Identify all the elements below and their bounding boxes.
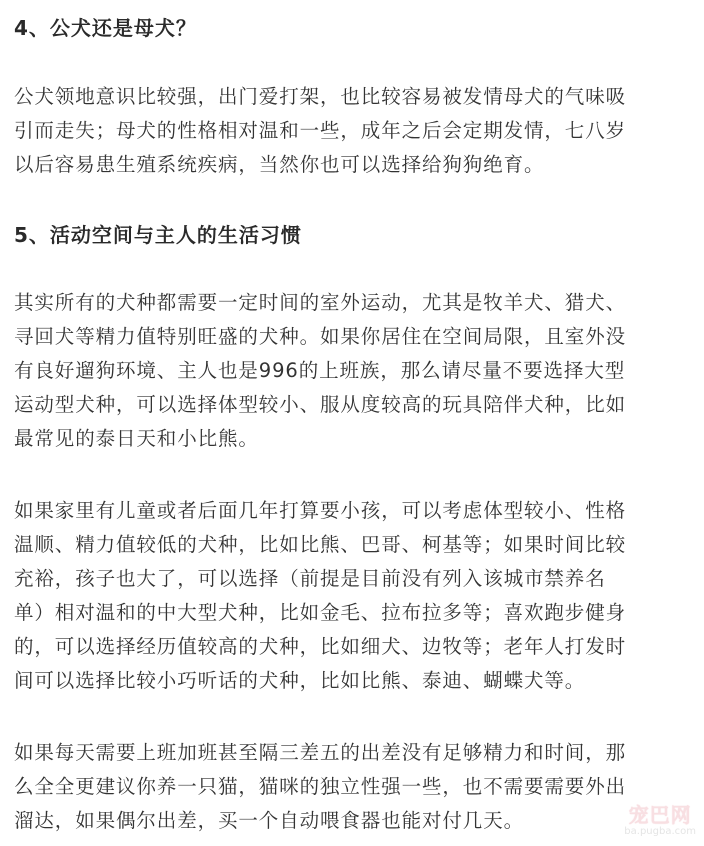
paragraph-line: 么全全更建议你养一只猫，猫咪的独立性强一些，也不需要需要外出: [14, 775, 627, 798]
paragraph-line: 最常见的泰日天和小比熊。: [14, 427, 259, 450]
watermark-url: ba.pugba.com: [624, 826, 696, 837]
section-4-heading: 4、公犬还是母犬？: [14, 16, 197, 40]
paragraph-line: 充裕，孩子也大了，可以选择（前提是目前没有列入该城市禁养名: [14, 567, 606, 590]
paragraph-line: 单）相对温和的中大型犬种，比如金毛、拉布拉多等；喜欢跑步健身: [14, 601, 627, 624]
paragraph-line: 温顺、精力值较低的犬种，比如比熊、巴哥、柯基等；如果时间比较: [14, 533, 627, 556]
paragraph-line: 的，可以选择经历值较高的犬种，比如细犬、边牧等；老年人打发时: [14, 635, 627, 658]
paragraph-line: 引而走失；母犬的性格相对温和一些，成年之后会定期发情，七八岁: [14, 119, 627, 142]
paragraph-line: 公犬领地意识比较强，出门爱打架，也比较容易被发情母犬的气味吸: [14, 85, 627, 108]
paragraph-line: 以后容易患生殖系统疾病，当然你也可以选择给狗狗绝育。: [14, 153, 545, 176]
section-5-paragraph-2: [14, 494, 694, 698]
section-4-paragraph: [14, 80, 694, 182]
paragraph-line: 间可以选择比较小巧听话的犬种，比如比熊、泰迪、蝴蝶犬等。: [14, 669, 586, 692]
site-watermark: [624, 804, 696, 838]
paragraph-line: 如果每天需要上班加班甚至隔三差五的出差没有足够精力和时间，那: [14, 741, 627, 764]
paragraph-line: 溜达，如果偶尔出差，买一个自动喂食器也能对付几天。: [14, 809, 525, 832]
paragraph-line: 如果家里有儿童或者后面几年打算要小孩，可以考虑体型较小、性格: [14, 499, 627, 522]
paragraph-line: 其实所有的犬种都需要一定时间的室外运动，尤其是牧羊犬、猎犬、: [14, 291, 627, 314]
section-5-paragraph-3: [14, 736, 694, 838]
watermark-logo: 宠巴网: [628, 803, 692, 827]
paragraph-line: 寻回犬等精力值特别旺盛的犬种。如果你居住在空间局限，且室外没: [14, 325, 627, 348]
section-5-paragraph-1: [14, 286, 694, 456]
section-5-heading: 5、活动空间与主人的生活习惯: [14, 223, 302, 247]
paragraph-line: 运动型犬种，可以选择体型较小、服从度较高的玩具陪伴犬种，比如: [14, 393, 627, 416]
paragraph-line: 有良好遛狗环境、主人也是996的上班族，那么请尽量不要选择大型: [14, 359, 626, 382]
